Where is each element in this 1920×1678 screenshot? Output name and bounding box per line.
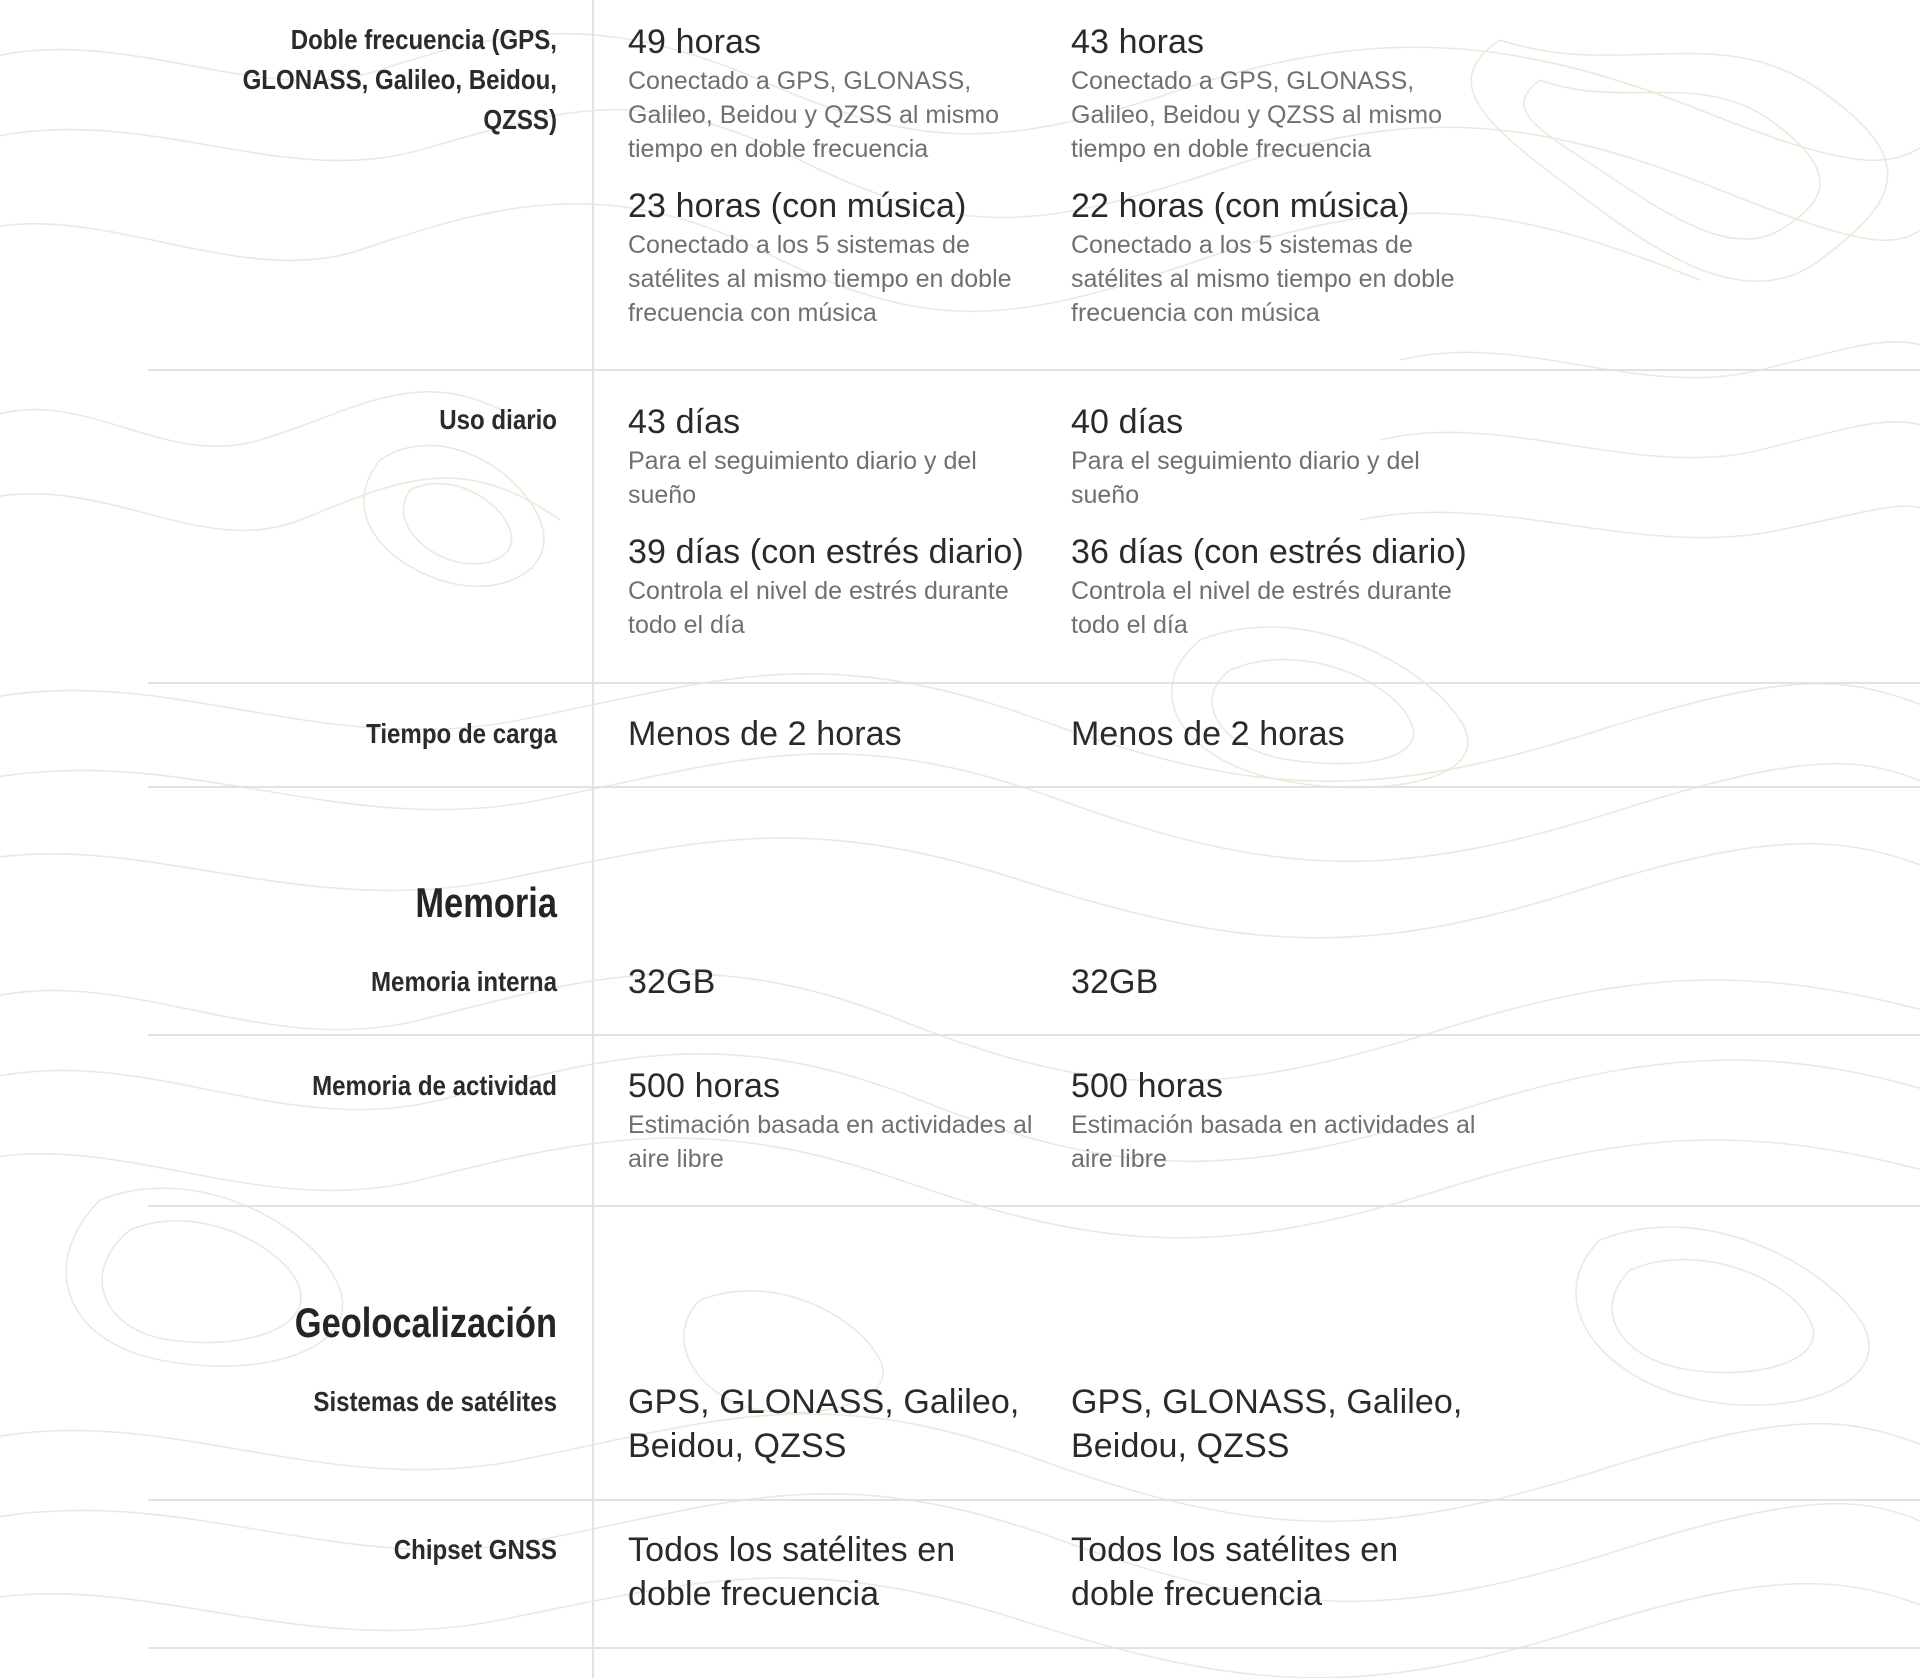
- satellite-systems-col-a: [628, 1380, 1048, 1468]
- row-label-gnss-chipset: Chipset GNSS: [393, 1534, 557, 1565]
- spec-value: Menos de 2 horas: [628, 715, 902, 753]
- row-divider: [148, 1034, 1920, 1036]
- spec-value: 23 horas (con música): [628, 187, 967, 225]
- row-label-charge-time: Tiempo de carga: [366, 718, 557, 749]
- spec-description: Para el seguimiento diario y del sueño: [1071, 447, 1420, 509]
- row-divider: [148, 369, 1920, 371]
- row-label-internal-memory: Memoria interna: [370, 966, 557, 997]
- spec-description: Conectado a los 5 sistemas de satélites al mismo tiempo en doble frecuencia con música: [1071, 231, 1455, 327]
- spec-description: Conectado a los 5 sistemas de satélites al mismo tiempo en doble frecuencia con música: [628, 231, 1012, 327]
- spec-description: Estimación basada en actividades al aire libre: [1071, 1111, 1476, 1173]
- spec-value: 43 horas: [1071, 23, 1205, 61]
- spec-description: Conectado a GPS, GLONASS, Galileo, Beidou y QZSS al mismo tiempo en doble frecuencia: [628, 67, 999, 163]
- spec-value: 500 horas: [628, 1067, 781, 1105]
- section-title-geolocation: Geolocalización: [294, 1299, 557, 1346]
- spec-value: 500 horas: [1071, 1067, 1224, 1105]
- spec-description: Controla el nivel de estrés durante todo el día: [628, 577, 1009, 639]
- row-label-activity-memory: Memoria de actividad: [312, 1070, 557, 1101]
- column-divider: [592, 0, 594, 1678]
- gnss-chipset-col-b: [1071, 1528, 1491, 1616]
- spec-description: Controla el nivel de estrés durante todo el día: [1071, 577, 1452, 639]
- spec-value: 32GB: [628, 963, 716, 1001]
- spec-value: Todos los satélites en doble frecuencia: [1071, 1531, 1399, 1613]
- spec-value: GPS, GLONASS, Galileo, Beidou, QZSS: [628, 1383, 1020, 1465]
- spec-value: 39 días (con estrés diario): [628, 533, 1024, 571]
- spec-value: 22 horas (con música): [1071, 187, 1410, 225]
- charge-time-col-a: [628, 712, 1048, 756]
- spec-description: Para el seguimiento diario y del sueño: [628, 447, 977, 509]
- row-divider: [148, 682, 1920, 684]
- daily-use-col-b: [1071, 400, 1491, 642]
- row-label-daily-use: Uso diario: [439, 404, 557, 435]
- daily-use-col-a: [628, 400, 1048, 642]
- row-divider: [148, 1499, 1920, 1501]
- row-divider: [148, 1205, 1920, 1207]
- spec-description: Estimación basada en actividades al aire libre: [628, 1111, 1033, 1173]
- spec-value: 36 días (con estrés diario): [1071, 533, 1467, 571]
- dual-frequency-col-a: [628, 20, 1048, 330]
- row-label-dual-frequency: Doble frecuencia (GPS, GLONASS, Galileo, Beidou, QZSS): [242, 24, 557, 135]
- activity-memory-col-b: [1071, 1064, 1491, 1176]
- spec-value: 49 horas: [628, 23, 762, 61]
- dual-frequency-col-b: [1071, 20, 1491, 330]
- row-label-satellite-systems: Sistemas de satélites: [313, 1386, 557, 1417]
- gnss-chipset-col-a: [628, 1528, 1048, 1616]
- row-divider: [148, 1647, 1920, 1649]
- spec-value: Menos de 2 horas: [1071, 715, 1345, 753]
- activity-memory-col-a: [628, 1064, 1048, 1176]
- spec-value: 40 días: [1071, 403, 1184, 441]
- satellite-systems-col-b: [1071, 1380, 1491, 1468]
- spec-description: Conectado a GPS, GLONASS, Galileo, Beidou y QZSS al mismo tiempo en doble frecuencia: [1071, 67, 1442, 163]
- spec-value: Todos los satélites en doble frecuencia: [628, 1531, 956, 1613]
- spec-value: GPS, GLONASS, Galileo, Beidou, QZSS: [1071, 1383, 1463, 1465]
- spec-value: 43 días: [628, 403, 741, 441]
- internal-memory-col-a: [628, 960, 1048, 1004]
- section-title-memory: Memoria: [415, 879, 557, 926]
- charge-time-col-b: [1071, 712, 1491, 756]
- row-divider: [148, 786, 1920, 788]
- internal-memory-col-b: [1071, 960, 1491, 1004]
- spec-value: 32GB: [1071, 963, 1159, 1001]
